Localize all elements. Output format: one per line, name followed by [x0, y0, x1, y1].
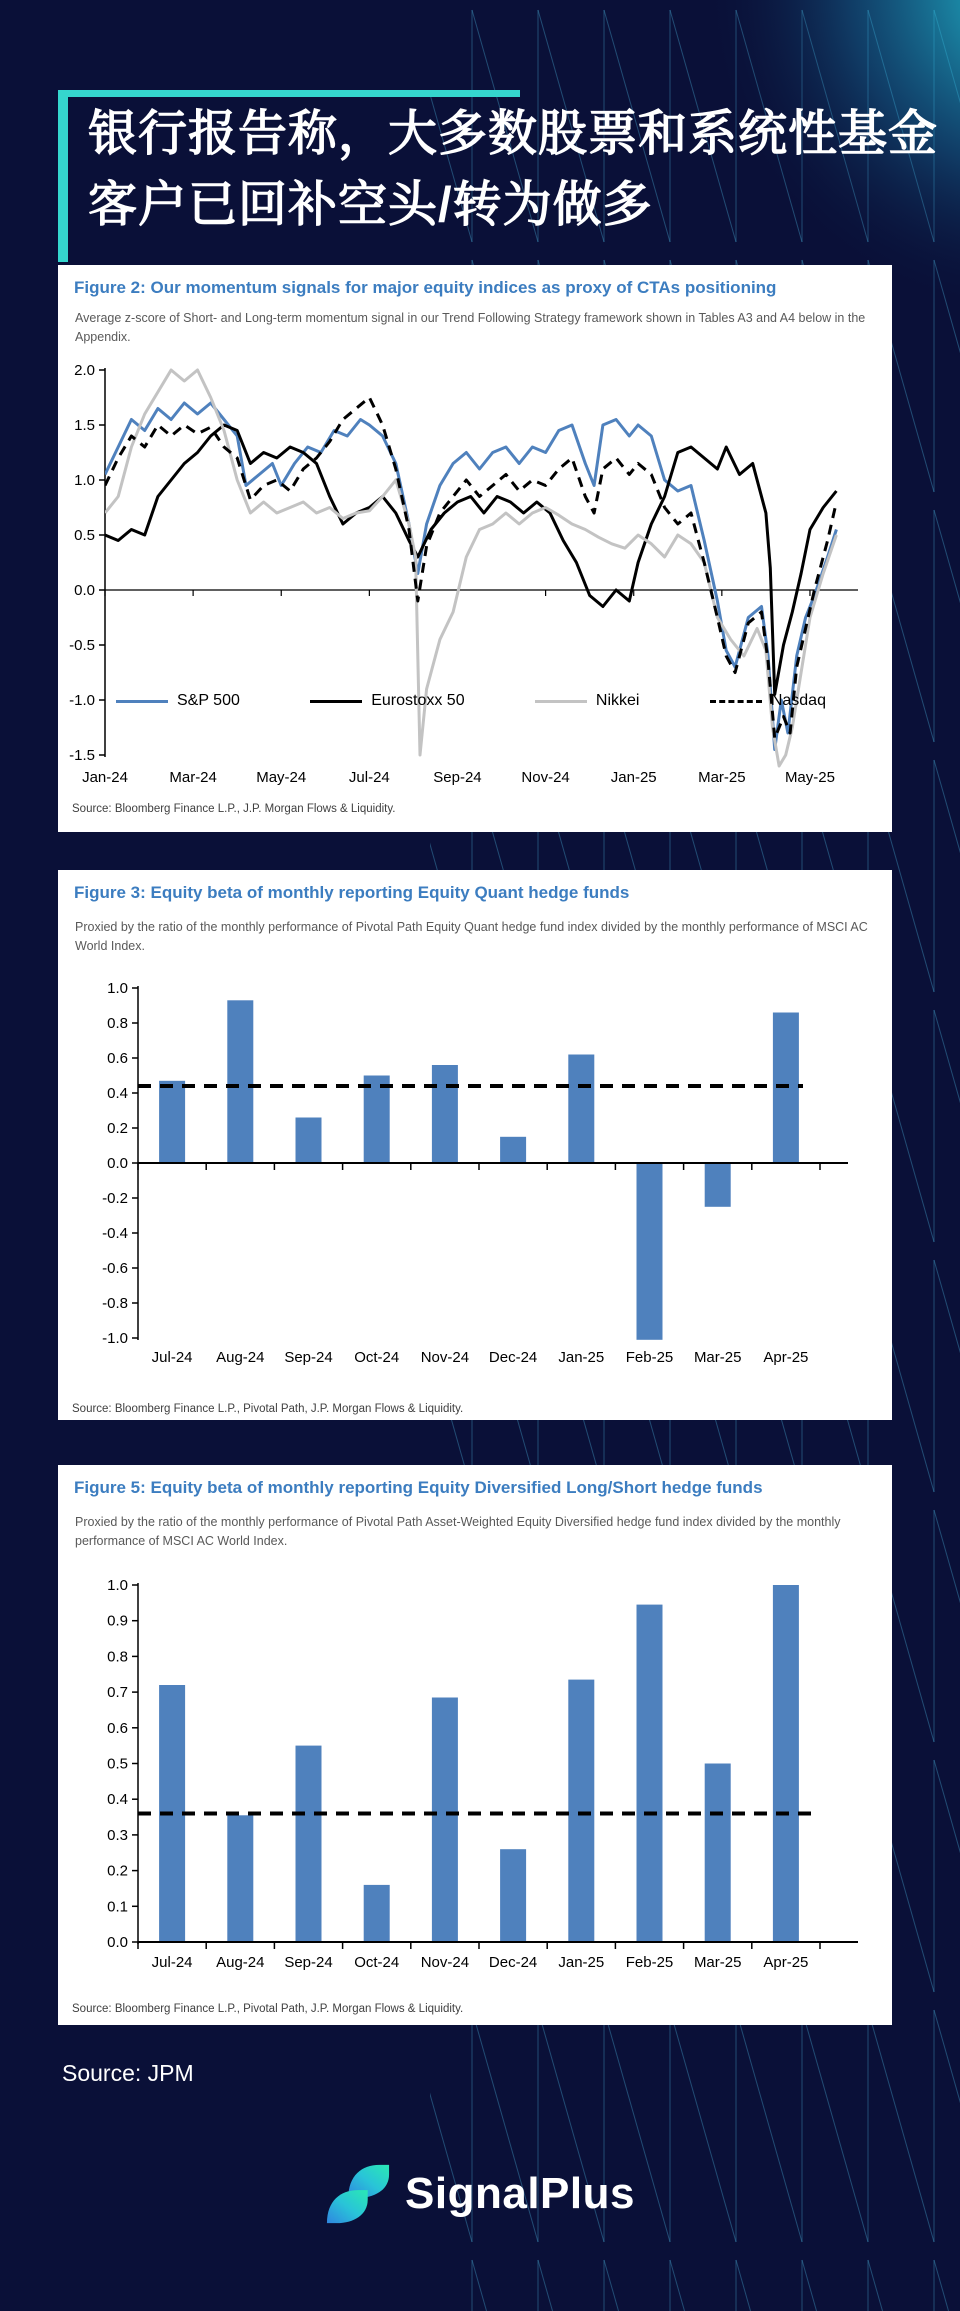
svg-text:0.0: 0.0	[74, 582, 95, 599]
svg-text:0.8: 0.8	[107, 1015, 128, 1032]
momentum-line-chart	[58, 350, 892, 790]
svg-text:Aug-24: Aug-24	[216, 1954, 265, 1971]
svg-text:Jul-24: Jul-24	[151, 1954, 193, 1971]
svg-text:Nov-24: Nov-24	[521, 769, 570, 786]
svg-text:0.4: 0.4	[107, 1085, 128, 1102]
svg-text:0.5: 0.5	[107, 1755, 128, 1773]
svg-text:1.0: 1.0	[107, 1577, 128, 1594]
svg-text:0.6: 0.6	[107, 1050, 128, 1067]
figure2-legend	[116, 689, 826, 713]
svg-text:Mar-25: Mar-25	[693, 1349, 742, 1366]
svg-text:Sep-24: Sep-24	[284, 1349, 333, 1366]
quant-beta-bar-chart	[58, 980, 892, 1380]
svg-text:0.8: 0.8	[107, 1648, 128, 1666]
svg-text:Sep-24: Sep-24	[433, 769, 482, 786]
figure3-subtitle: Proxied by the ratio of the monthly performance of Pivotal Path Equity Quant hedge fund index divided by the monthly performance of MSCI AC World Index.	[75, 920, 868, 953]
figure2-panel	[58, 265, 892, 832]
svg-text:0.0: 0.0	[107, 1934, 128, 1951]
svg-text:-0.4: -0.4	[102, 1225, 128, 1242]
legend-item-eurostoxx-50	[310, 692, 464, 710]
legend-line-swatch	[710, 700, 762, 703]
svg-text:-1.0: -1.0	[69, 692, 95, 709]
svg-text:Oct-24: Oct-24	[354, 1349, 400, 1366]
svg-text:1.5: 1.5	[74, 417, 95, 434]
svg-text:1.0: 1.0	[74, 472, 95, 489]
svg-text:May-25: May-25	[784, 769, 835, 786]
figure5-panel	[58, 1465, 892, 2025]
svg-text:Dec-24: Dec-24	[488, 1954, 538, 1971]
figure3-title: Figure 3: Equity beta of monthly reporting Equity Quant hedge funds	[74, 883, 630, 902]
accent-bar-top	[58, 90, 520, 97]
page-title-line2: 客户已回补空头/转为做多	[88, 178, 653, 232]
svg-text:May-24: May-24	[256, 769, 307, 786]
svg-text:Mar-25: Mar-25	[693, 1954, 742, 1971]
figure5-source: Source: Bloomberg Finance L.P., Pivotal Path, J.P. Morgan Flows & Liquidity.	[72, 2003, 464, 2015]
figure2-title: Figure 2: Our momentum signals for major equity indices as proxy of CTAs positioning	[74, 278, 777, 297]
svg-text:-0.5: -0.5	[69, 637, 95, 654]
svg-text:0.1: 0.1	[107, 1898, 128, 1916]
svg-text:-0.6: -0.6	[102, 1260, 128, 1277]
svg-text:Feb-25: Feb-25	[625, 1954, 674, 1971]
longshort-beta-bar-chart	[58, 1550, 892, 1990]
legend-label: S&P 500	[177, 692, 240, 709]
figure5-title: Figure 5: Equity beta of monthly reporting Equity Diversified Long/Short hedge funds	[74, 1478, 763, 1497]
svg-text:Nov-24: Nov-24	[420, 1954, 470, 1971]
svg-text:Feb-25: Feb-25	[625, 1349, 674, 1366]
svg-text:0.3: 0.3	[107, 1826, 128, 1844]
svg-text:Jul-24: Jul-24	[348, 769, 390, 786]
legend-label: Eurostoxx 50	[371, 692, 465, 709]
legend-label: Nikkei	[595, 692, 640, 709]
legend-label: Nasdaq	[770, 692, 826, 709]
svg-text:0.4: 0.4	[107, 1791, 128, 1809]
svg-text:2.0: 2.0	[74, 362, 95, 379]
svg-text:Jan-25: Jan-25	[558, 1349, 605, 1366]
figure5-subtitle: Proxied by the ratio of the monthly performance of Pivotal Path Asset-Weighted Equity Diversified hedge fund index divided by the monthly performance of MSCI AC World Index.	[75, 1515, 841, 1548]
figure2-subtitle: Average z-score of Short- and Long-term momentum signal in our Trend Following Strategy framework shown in Tables A3 and A4 below in the Appendix.	[75, 311, 866, 344]
svg-text:0.9: 0.9	[107, 1612, 128, 1630]
svg-text:Apr-25: Apr-25	[763, 1349, 809, 1366]
brand-name: SignalPlus	[405, 2169, 635, 2218]
footer-source: Source: JPM	[62, 2060, 194, 2086]
brand-lockup	[0, 2158, 960, 2230]
svg-text:Jul-24: Jul-24	[151, 1349, 193, 1366]
svg-text:Mar-25: Mar-25	[698, 769, 746, 786]
legend-item-nikkei	[535, 692, 640, 710]
svg-text:0.2: 0.2	[107, 1862, 128, 1880]
legend-item-nasdaq	[710, 692, 826, 710]
signalplus-logo-icon	[325, 2158, 391, 2230]
svg-text:-1.0: -1.0	[102, 1330, 128, 1347]
svg-text:Jan-24: Jan-24	[82, 769, 128, 786]
legend-line-swatch	[310, 700, 362, 703]
svg-text:0.2: 0.2	[107, 1120, 128, 1137]
svg-text:1.0: 1.0	[107, 980, 128, 997]
figure3-source: Source: Bloomberg Finance L.P., Pivotal Path, J.P. Morgan Flows & Liquidity.	[72, 1403, 464, 1415]
page-title-line1: 银行报告称，大多数股票和系统性基金	[88, 107, 939, 161]
svg-text:0.6: 0.6	[107, 1719, 128, 1737]
svg-text:Jan-25: Jan-25	[558, 1954, 605, 1971]
accent-bar-left	[58, 90, 68, 262]
svg-text:Apr-25: Apr-25	[763, 1954, 809, 1971]
svg-text:Aug-24: Aug-24	[216, 1349, 265, 1366]
svg-text:-0.8: -0.8	[102, 1295, 128, 1312]
svg-text:Sep-24: Sep-24	[284, 1954, 333, 1971]
svg-text:0.0: 0.0	[107, 1155, 128, 1172]
svg-text:Mar-24: Mar-24	[169, 769, 217, 786]
svg-text:Oct-24: Oct-24	[354, 1954, 400, 1971]
svg-text:Nov-24: Nov-24	[420, 1349, 470, 1366]
svg-text:0.5: 0.5	[74, 527, 95, 544]
legend-line-swatch	[116, 700, 168, 703]
svg-text:Dec-24: Dec-24	[488, 1349, 538, 1366]
figure2-source: Source: Bloomberg Finance L.P., J.P. Morgan Flows & Liquidity.	[72, 803, 396, 815]
svg-text:Jan-25: Jan-25	[610, 769, 657, 786]
legend-item-s-p-500	[116, 692, 240, 710]
page-title	[88, 99, 958, 241]
figure3-panel	[58, 870, 892, 1420]
legend-line-swatch	[535, 700, 587, 703]
svg-text:-1.5: -1.5	[69, 747, 95, 764]
svg-text:-0.2: -0.2	[102, 1190, 128, 1207]
svg-text:0.7: 0.7	[107, 1684, 128, 1702]
